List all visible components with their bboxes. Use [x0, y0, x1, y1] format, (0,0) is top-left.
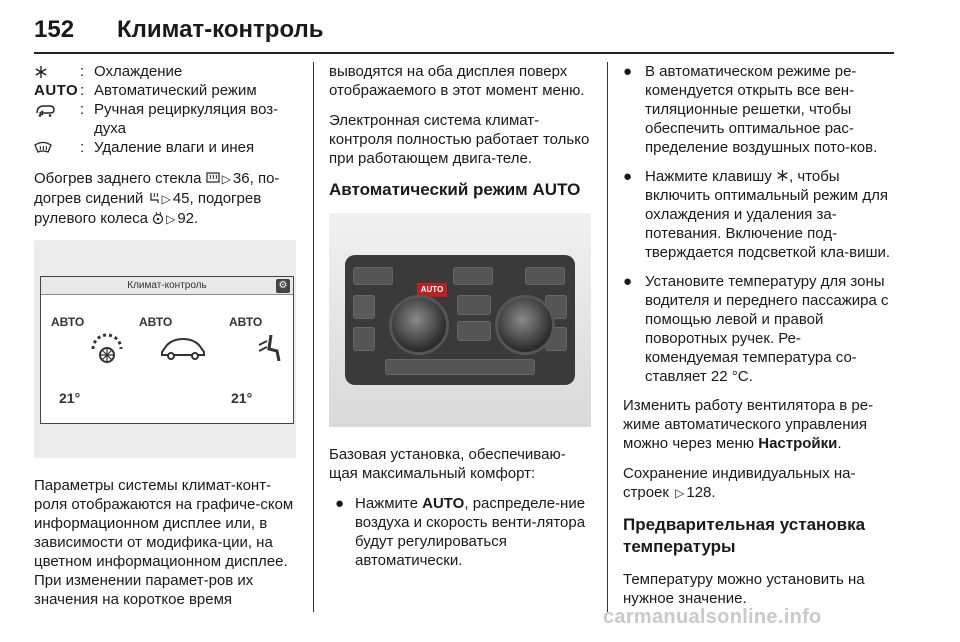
zone-right-label: АВТО [229, 315, 263, 329]
bullet-item [623, 62, 893, 157]
column-1 [34, 62, 298, 620]
windscreen-demist-icon [34, 138, 80, 157]
zone-mid-label: АВТО [139, 315, 173, 329]
snowflake-button [353, 295, 375, 319]
page-ref-36[interactable]: 36, по- [232, 170, 280, 187]
paragraph: Электронная система климат-контроля полностью работает только при работающем двига-теле. [329, 112, 590, 167]
bullet-item [623, 272, 893, 386]
seat-airflow-icon [255, 331, 283, 363]
panel-button [525, 267, 565, 285]
legend-sep: : [80, 63, 85, 80]
bullet-item [329, 494, 591, 570]
control-panel [345, 255, 575, 385]
zone-left-label: АВТО [51, 315, 85, 329]
page-ref-45[interactable]: 45, подогрев [172, 190, 262, 207]
bullet-text: Нажмите AUTO, распределе-ние воздуха и скорость венти-лятора будут регулироваться автоматически. [355, 495, 586, 569]
fan-icon [87, 329, 127, 369]
right-temp-knob [495, 295, 555, 355]
snowflake-icon [776, 169, 789, 182]
display-screen [40, 276, 294, 424]
bullet-dot: ● [623, 273, 633, 290]
watermark: carmanualsonline.info [603, 606, 822, 628]
auto-button: AUTO [417, 283, 447, 297]
page-header [34, 12, 924, 54]
section-heading-auto: Автоматический режим AUTO [329, 180, 581, 199]
panel-button [353, 327, 375, 351]
page-ref-arrow-icon: ▷ [161, 192, 171, 206]
heating-text: догрев сидений [34, 190, 144, 207]
column-divider [313, 62, 314, 612]
display-paragraph: Параметры системы климат-конт-роля отображаются на графиче-ском информационном дисплее или, в зависимости от модифика-ции, на цветном информационном дисплее. При изменении парамет-ров их значения на короткое время [34, 477, 294, 608]
header-rule [34, 52, 894, 54]
temp-right: 21° [231, 390, 253, 406]
legend-text-cooling: Охлаждение [94, 63, 183, 80]
column-2 [329, 62, 591, 580]
panel-button [453, 267, 493, 285]
panel-button [353, 267, 393, 285]
left-temp-knob [389, 295, 449, 355]
page-title: Климат-контроль [117, 16, 324, 43]
legend-sep: : [80, 82, 85, 99]
page-ref-arrow-icon: ▷ [166, 212, 176, 226]
panel-button [457, 295, 491, 315]
rear-window-heat-icon [206, 172, 220, 184]
bullet-dot: ● [623, 63, 633, 80]
legend-text-recirculation: Ручная рециркуляция воз-духа [94, 101, 279, 137]
legend-text-auto: Автоматический режим [94, 82, 257, 99]
bullet-dot: ● [623, 168, 633, 185]
settings-icon: ⚙ [276, 279, 290, 293]
page-ref-128[interactable]: 128. [686, 484, 716, 501]
symbol-legend [34, 62, 298, 157]
page-number: 152 [34, 16, 75, 43]
heating-text: Обогрев заднего стекла [34, 170, 202, 187]
temp-left: 21° [59, 390, 81, 406]
display-title: Климат-контроль [41, 277, 293, 295]
paragraph: выводятся на оба дисплея поверх отображаемого в этот момент меню. [329, 63, 585, 99]
panel-button [457, 321, 491, 341]
column-3 [623, 62, 893, 619]
recirculation-icon [34, 100, 80, 138]
column-divider [607, 62, 608, 612]
car-icon [159, 335, 207, 361]
page-ref-arrow-icon: ▷ [221, 172, 231, 186]
paragraph: Сохранение индивидуальных на-строек ▷ 128. [623, 465, 856, 501]
legend-sep: : [80, 101, 85, 118]
settings-menu-label: Настройки [758, 435, 838, 452]
paragraph: Изменить работу вентилятора в ре-жиме автоматического управления можно через меню Настройки. [623, 397, 874, 452]
bullet-dot: ● [335, 495, 345, 512]
seat-heat-icon [148, 192, 160, 204]
panel-button-row [385, 359, 535, 375]
heating-paragraph [34, 169, 298, 229]
page-ref-arrow-icon: ▷ [675, 486, 685, 500]
legend-text-demist: Удаление влаги и инея [94, 139, 255, 156]
legend-sep: : [80, 139, 85, 156]
section-heading-preset: Предварительная установка температуры [623, 515, 866, 556]
paragraph: Температуру можно установить на нужное значение. [623, 571, 865, 607]
paragraph: Базовая установка, обеспечиваю-щая максимальный комфорт: [329, 446, 566, 482]
climate-console-image [329, 213, 591, 427]
bullet-text: Нажмите клавишу , чтобы включить оптимальный режим для охлаждения и удаления за-потевания. Включение под-тверждается подсветкой кла-виши. [645, 168, 891, 261]
snowflake-icon [34, 62, 80, 81]
bullet-item [623, 167, 893, 262]
heating-text: рулевого колеса [34, 210, 148, 227]
auto-symbol: AUTO [34, 82, 79, 99]
page-ref-92[interactable]: 92. [177, 210, 199, 227]
bullet-text: Установите температуру для зоны водителя и переднего пассажира с помощью левой и правой поворотных ручек. Ре-комендуемая температура со-ставляет 22 °C. [645, 273, 889, 385]
steering-wheel-heat-icon [152, 212, 164, 224]
climate-display-image [34, 240, 296, 458]
bullet-text: В автоматическом режиме ре-комендуется открыть все вен-тиляционные решетки, чтобы обеспечить оптимальное рас-пределение воздушных пото-ков. [645, 63, 878, 156]
